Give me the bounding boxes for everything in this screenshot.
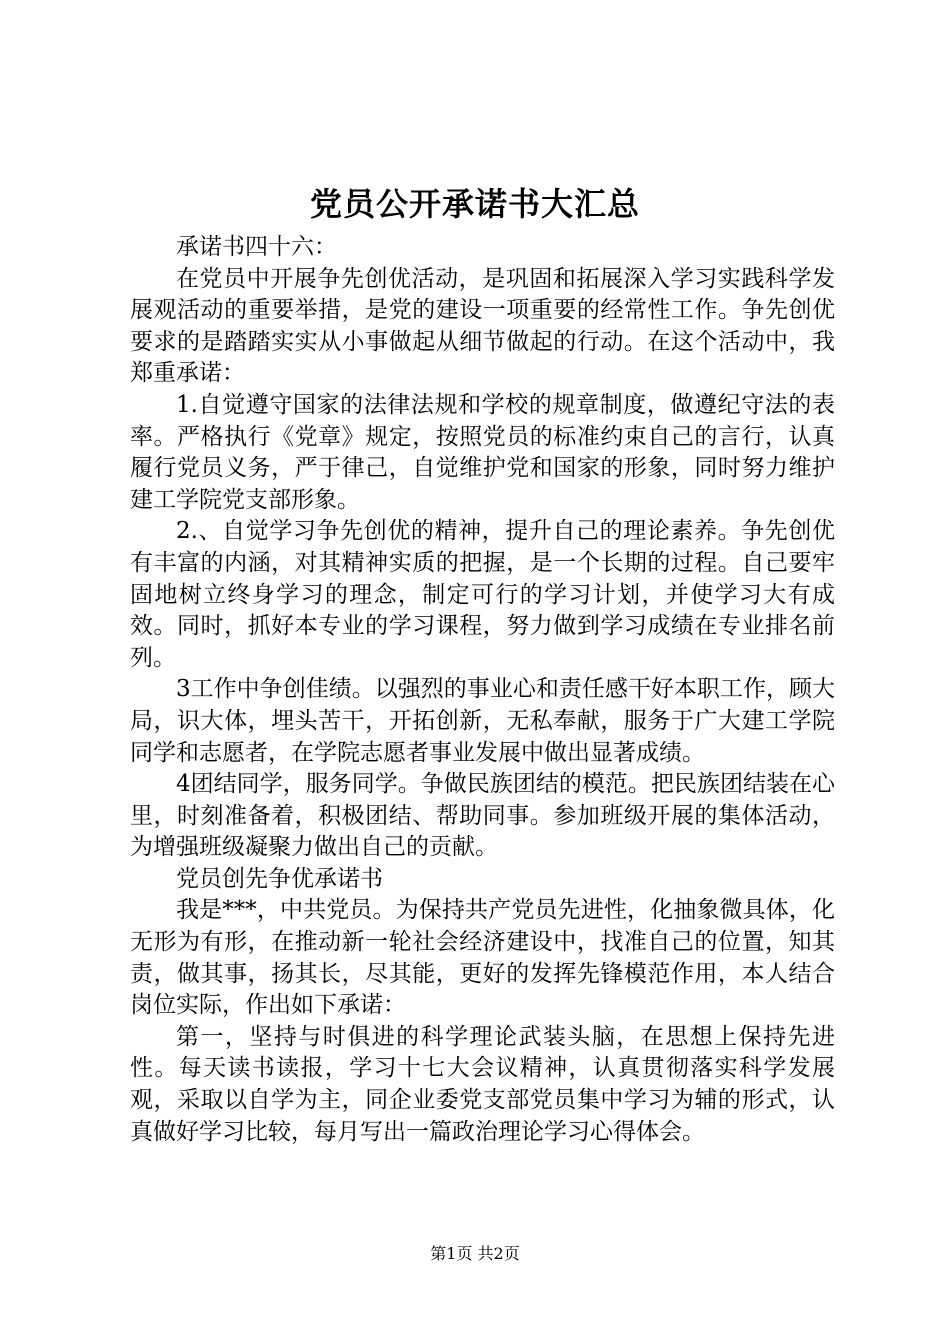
paragraph-pledge-first: 第一，坚持与时俱进的科学理论武装头脑，在思想上保持先进性。每天读书读报，学习十七大会议精神，认真贯彻落实科学发展观，采取以自学为主，同企业委党支部党员集中学习为辅的形式，认真做好学习比较，每月写出一篇政治理论学习心得体会。 [130,1023,835,1145]
paragraph-heading-46: 承诺书四十六： [176,234,337,260]
paragraph-item-2: 2.、自觉学习争先创优的精神，提升自己的理论素养。争先创优有丰富的内涵，对其精神实质的把握，是一个长期的过程。自己要牢固地树立终身学习的理念，制定可行的学习计划，并使学习大有成效。同时，抓好本专业的学习课程，努力做到学习成绩在专业排名前列。 [130,518,835,671]
document-body [130,232,835,1148]
paragraph-item-1: 1.自觉遵守国家的法律法规和学校的规章制度，做遵纪守法的表率。严格执行《党章》规定，按照党员的标准约束自己的言行，认真履行党员义务，严于律己，自觉维护党和国家的形象，同时努力维护建工学院党支部形象。 [130,391,835,513]
document-title: 党员公开承诺书大汇总 [309,185,640,223]
page-number-footer: 第1页 共2页 [430,1244,520,1263]
paragraph-intro: 在党员中开展争先创优活动，是巩固和拓展深入学习实践科学发展观活动的重要举措，是党的建设一项重要的经常性工作。争先创优要求的是踏踏实实从小事做起从细节做起的行动。在这个活动中，我郑重承诺： [130,265,835,387]
paragraph-item-4: 4团结同学，服务同学。争做民族团结的模范。把民族团结装在心里，时刻准备着，积极团结、帮助同事。参加班级开展的集体活动，为增强班级凝聚力做出自己的贡献。 [130,771,835,861]
paragraph-item-3: 3工作中争创佳绩。以强烈的事业心和责任感干好本职工作，顾大局，识大体，埋头苦干，开拓创新，无私奉献，服务于广大建工学院同学和志愿者，在学院志愿者事业发展中做出显著成绩。 [130,676,835,766]
paragraph-subheading: 党员创先争优承诺书 [176,865,383,892]
paragraph-pledge-intro: 我是***，中共党员。为保持共产党员先进性，化抽象微具体，化无形为有形，在推动新一轮社会经济建设中，找准自己的位置，知其责，做其事，扬其长，尽其能，更好的发挥先锋模范作用，本人结合岗位实际，作出如下承诺： [130,897,835,1019]
